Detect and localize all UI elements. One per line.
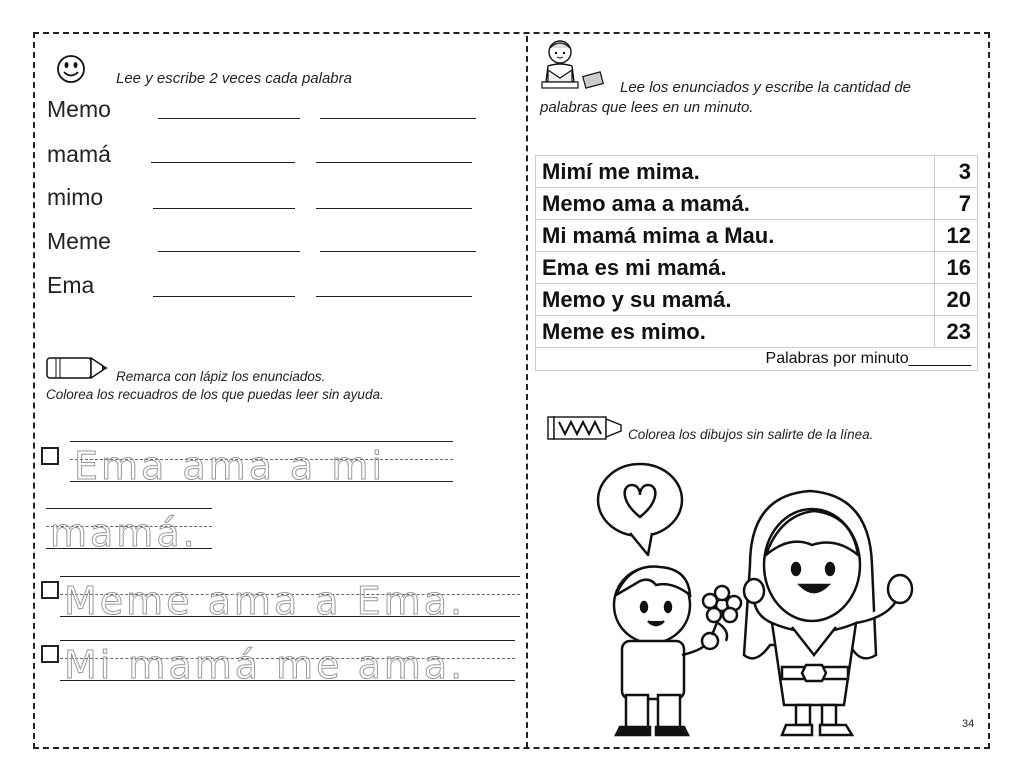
trace-sentence-2: Meme ama a Ema. bbox=[64, 579, 466, 623]
center-divider bbox=[526, 36, 528, 748]
words-per-minute[interactable]: Palabras por minuto_______ bbox=[536, 348, 978, 371]
table-row bbox=[536, 284, 978, 316]
trace-instruction-2: Colorea los recuadros de los que puedas leer sin ayuda. bbox=[46, 387, 384, 402]
heart-bubble bbox=[598, 464, 682, 555]
table-row bbox=[536, 188, 978, 220]
trace-row-1b[interactable] bbox=[46, 508, 212, 555]
pencil-icon bbox=[46, 355, 112, 381]
word-count: 12 bbox=[935, 220, 978, 252]
table-row bbox=[536, 316, 978, 348]
write-line[interactable] bbox=[316, 208, 472, 209]
read-checkbox-1[interactable] bbox=[41, 447, 59, 465]
table-row bbox=[536, 252, 978, 284]
sentence-text: Meme es mimo. bbox=[536, 316, 935, 348]
sentence-text: Memo ama a mamá. bbox=[536, 188, 935, 220]
table-row bbox=[536, 220, 978, 252]
crayon-icon bbox=[547, 414, 627, 442]
word-2: mamá bbox=[47, 141, 111, 167]
trace-row-3[interactable] bbox=[60, 640, 515, 687]
write-instruction: Lee y escribe 2 veces cada palabra bbox=[116, 70, 352, 87]
sentence-text: Memo y su mamá. bbox=[536, 284, 935, 316]
coloring-drawing[interactable] bbox=[560, 455, 960, 737]
color-instruction: Colorea los dibujos sin salirte de la línea. bbox=[628, 427, 874, 442]
trace-sentence-3: Mi mamá me ama. bbox=[64, 643, 466, 687]
write-line[interactable] bbox=[151, 162, 295, 163]
table-footer-row bbox=[536, 348, 978, 371]
word-count: 7 bbox=[935, 188, 978, 220]
reading-instruction-1: Lee los enunciados y escribe la cantidad de bbox=[620, 79, 912, 96]
child-figure bbox=[614, 567, 718, 735]
trace-instruction-1: Remarca con lápiz los enunciados. bbox=[116, 369, 326, 384]
reading-instruction-2: palabras que lees en un minuto. bbox=[540, 99, 754, 116]
word-count: 3 bbox=[935, 156, 978, 188]
write-line[interactable] bbox=[316, 296, 472, 297]
word-count: 20 bbox=[935, 284, 978, 316]
read-checkbox-3[interactable] bbox=[41, 645, 59, 663]
word-1: Memo bbox=[47, 96, 111, 122]
word-3: mimo bbox=[47, 184, 104, 210]
write-line[interactable] bbox=[158, 118, 300, 119]
trace-sentence-1b: mamá. bbox=[50, 511, 198, 555]
write-line[interactable] bbox=[316, 162, 472, 163]
write-line[interactable] bbox=[153, 296, 295, 297]
child-reading-icon bbox=[540, 38, 604, 92]
write-line[interactable] bbox=[320, 118, 476, 119]
trace-row-1[interactable] bbox=[70, 441, 453, 488]
sentence-text: Mi mamá mima a Mau. bbox=[536, 220, 935, 252]
smiley-icon bbox=[56, 54, 86, 84]
trace-sentence-1a: Ema ama a mi bbox=[74, 444, 385, 488]
sentence-text: Ema es mi mamá. bbox=[536, 252, 935, 284]
mother-figure bbox=[744, 491, 912, 735]
word-count: 23 bbox=[935, 316, 978, 348]
word-4: Meme bbox=[47, 228, 111, 254]
sentence-text: Mimí me mima. bbox=[536, 156, 935, 188]
word-5: Ema bbox=[47, 272, 95, 298]
read-checkbox-2[interactable] bbox=[41, 581, 59, 599]
write-line[interactable] bbox=[320, 251, 476, 252]
reading-table bbox=[535, 155, 978, 371]
trace-row-2[interactable] bbox=[60, 576, 520, 623]
write-line[interactable] bbox=[153, 208, 295, 209]
table-row bbox=[536, 156, 978, 188]
write-line[interactable] bbox=[158, 251, 300, 252]
word-count: 16 bbox=[935, 252, 978, 284]
page-number: 34 bbox=[962, 718, 975, 730]
